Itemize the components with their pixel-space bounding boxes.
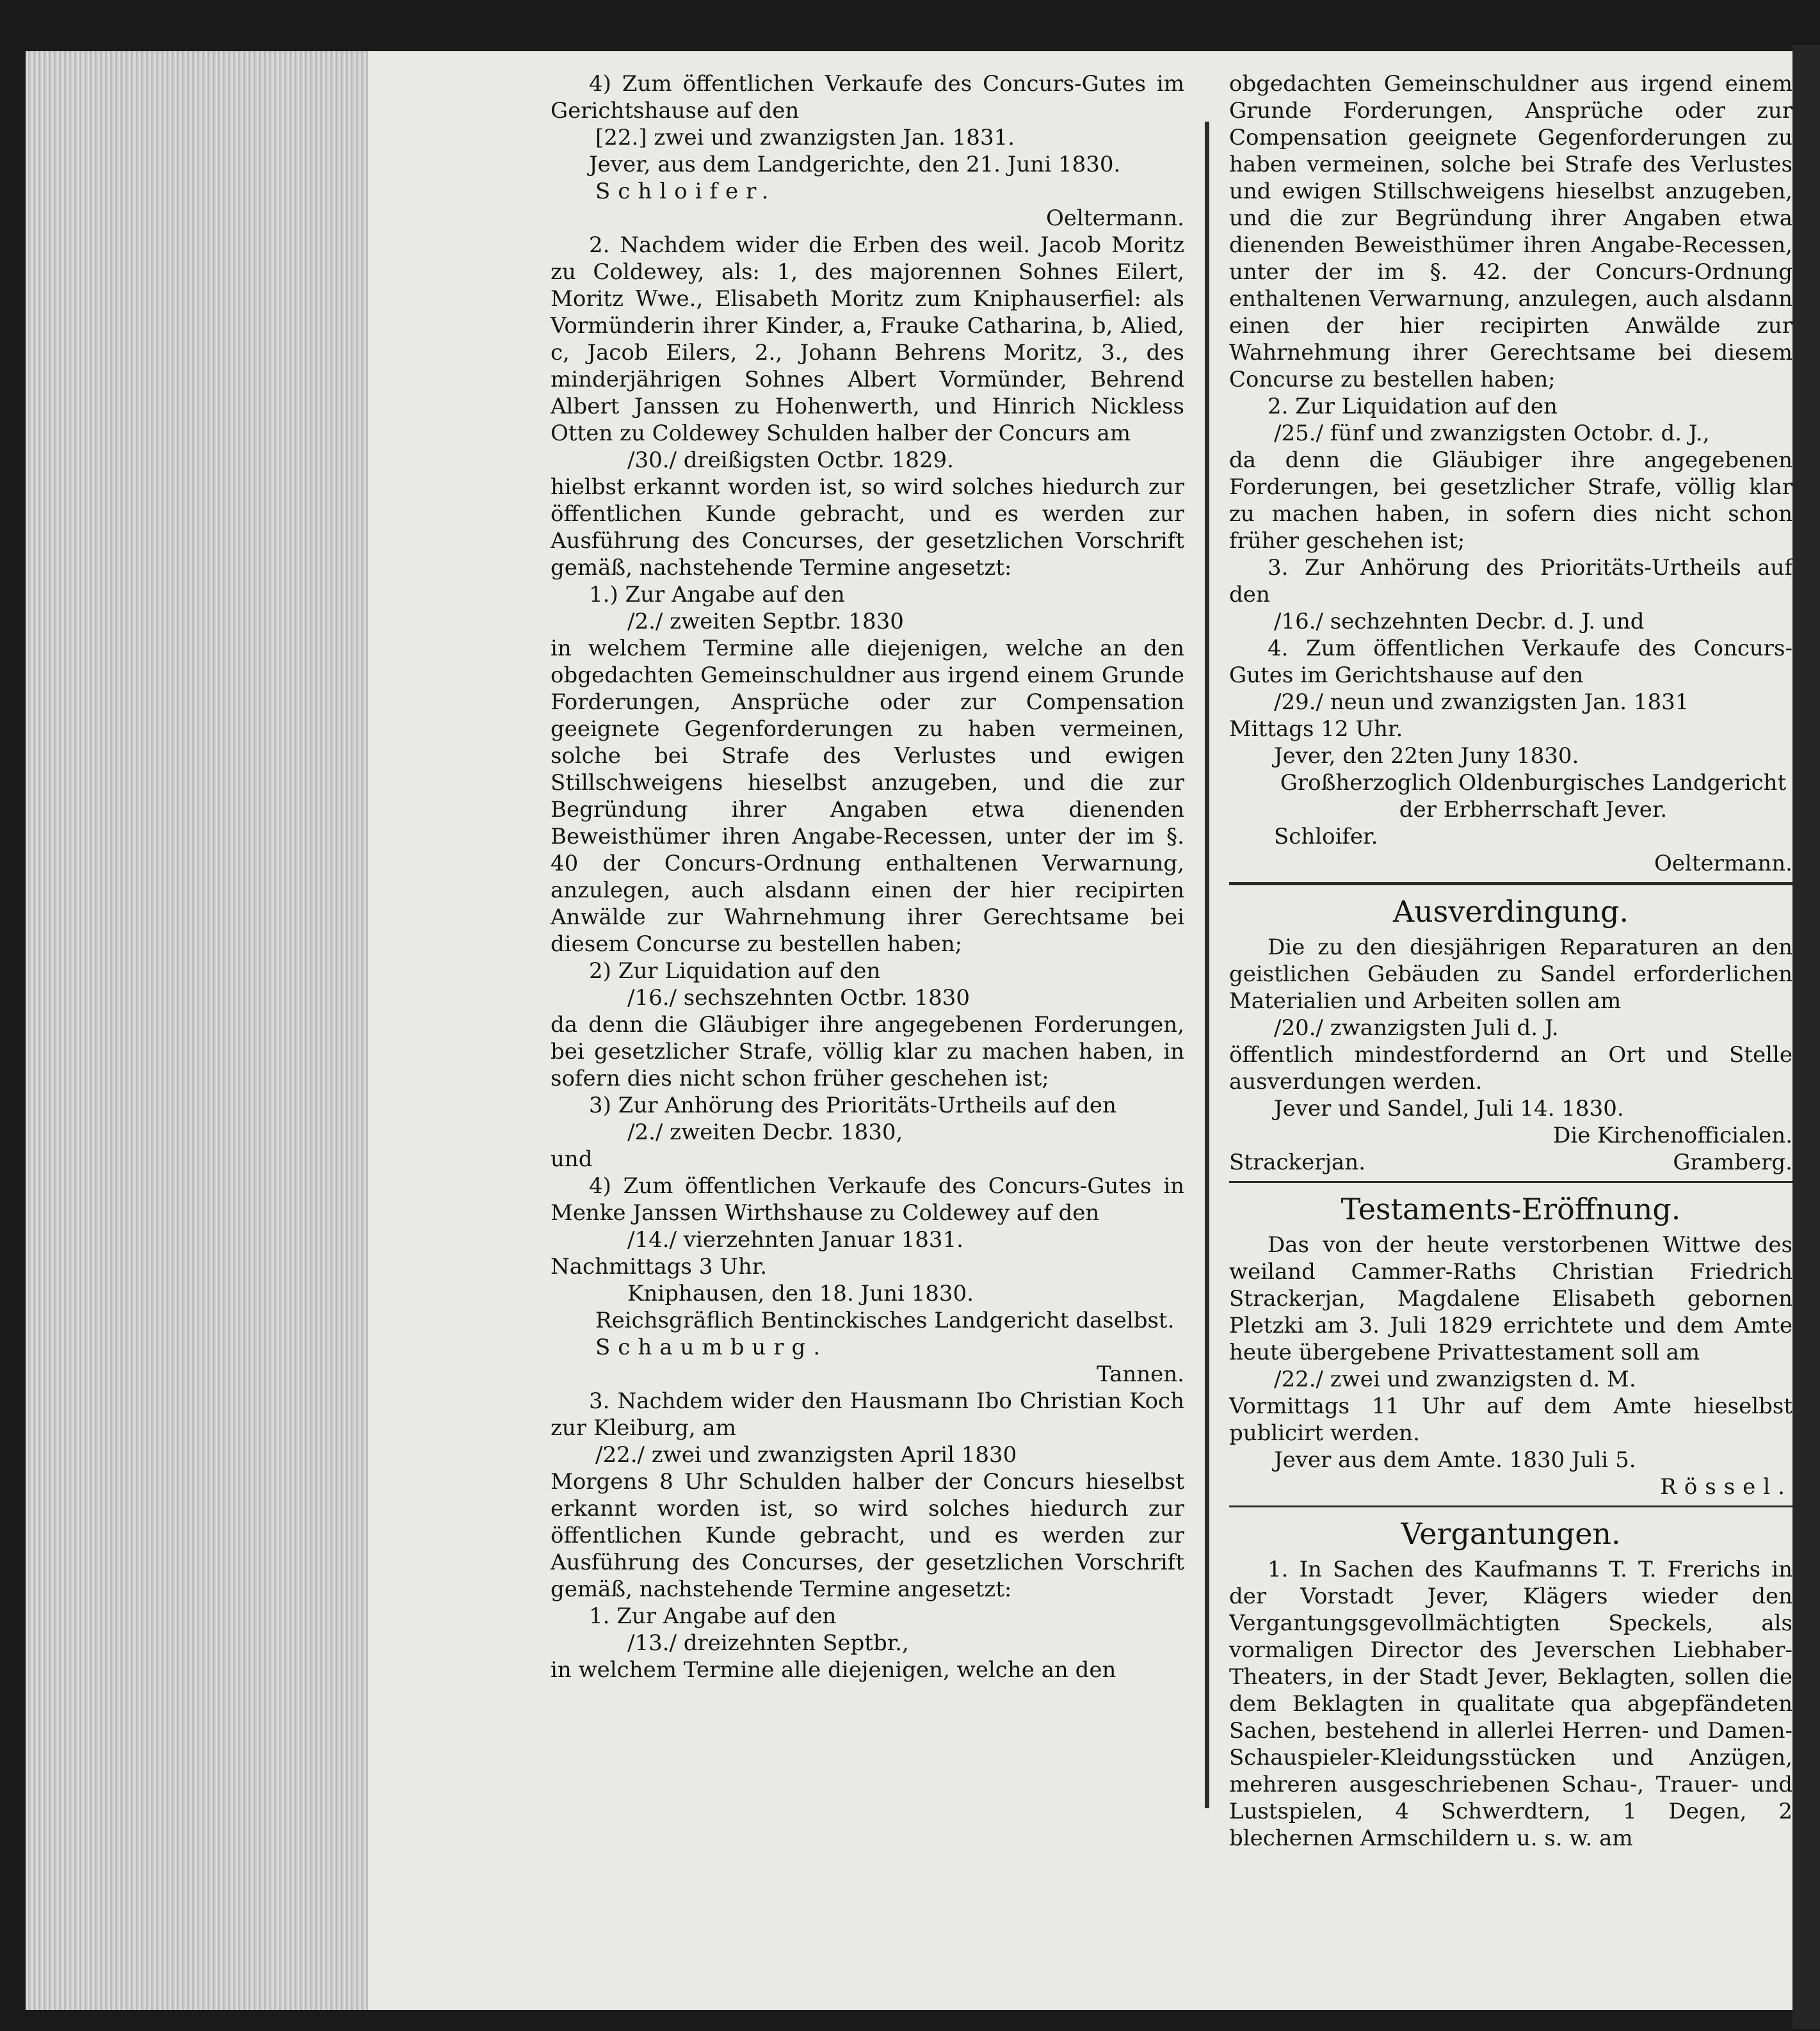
text-line: Mittags 12 Uhr. xyxy=(1229,716,1403,742)
text-line: /14./ vierzehnten Januar 1831. xyxy=(627,1227,963,1253)
text-line: 3. Nachdem wider den Hausmann Ibo Christian Koch zur Kleiburg, am xyxy=(551,1388,1184,1441)
text-line: Das von der heute verstorbenen Wittwe des weiland Cammer-Raths Christian Friedrich Strackerjan, Magdalene Elisabeth gebornen Pletzki am 3. Juli 1829 errichtete und dem Amte heute übergebene Privattestament soll am xyxy=(1229,1232,1792,1365)
text-line: 1. Zur Angabe auf den xyxy=(589,1603,837,1629)
text-line: Vormittags 11 Uhr auf dem Amte hieselbst publicirt werden. xyxy=(1229,1393,1792,1446)
text-line: 4) Zum öffentlichen Verkaufe des Concurs-Gutes im Gerichtshause auf den xyxy=(551,71,1184,124)
text-line: da denn die Gläubiger ihre angegebenen Forderungen, bei gesetzlicher Strafe, völlig klar zu machen haben, in sofern dies nicht schon früher geschehen ist; xyxy=(551,1012,1184,1091)
section-rule xyxy=(1229,1181,1792,1183)
text-line: Jever und Sandel, Juli 14. 1830. xyxy=(1274,1096,1624,1121)
left-column xyxy=(551,70,1184,1683)
text-line: 2) Zur Liquidation auf den xyxy=(589,958,881,984)
text-line: obgedachten Gemeinschuldner aus irgend einem Grunde Forderungen, Ansprüche oder zur Compensation geeignete Gegenforderungen zu haben vermeinen, solche bei Strafe des Verlustes und ewigen Stillschweigens hieselbst anzugeben, und die zur Begründung ihrer Angaben etwa dienenden Beweisthümer ihren Angabe-Recessen, unter der im §. 42. der Concurs-Ordnung enthaltenen Verwarnung, anzulegen, auch alsdann einen der hier recipirten Anwälde zur Wahrnehmung ihrer Gerechtsame bei diesem Concurse zu bestellen haben; xyxy=(1229,71,1792,392)
section-rule xyxy=(1229,882,1792,885)
text-line: 4. Zum öffentlichen Verkaufe des Concurs-Gutes im Gerichtshause auf den xyxy=(1229,636,1792,688)
text-line: /30./ dreißigsten Octbr. 1829. xyxy=(627,447,954,473)
text-line: Schloifer. xyxy=(1274,824,1378,849)
text-line: Schloifer. xyxy=(595,179,777,204)
text-line: 2. Zur Liquidation auf den xyxy=(1268,394,1558,419)
text-line: Oeltermann. xyxy=(1045,205,1184,231)
text-line: /16./ sechzehnten Decbr. d. J. und xyxy=(1274,609,1645,634)
text-line: Die Kirchenofficialen. xyxy=(1553,1123,1792,1148)
text-line: Die zu den diesjährigen Reparaturen an den geistlichen Gebäuden zu Sandel erforderlichen Materialien und Arbeiten sollen am xyxy=(1229,935,1792,1014)
text-line: /16./ sechszehnten Octbr. 1830 xyxy=(627,985,970,1011)
signature: Strackerjan. xyxy=(1229,1150,1366,1175)
text-line: da denn die Gläubiger ihre angegebenen Forderungen, bei gesetzlicher Strafe, völlig klar zu machen haben, in sofern dies nicht schon früher geschehen ist; xyxy=(1229,447,1792,554)
signature: Gramberg. xyxy=(1673,1150,1792,1175)
text-line: in welchem Termine alle diejenigen, welche an den xyxy=(551,1657,1116,1683)
text-line: Morgens 8 Uhr Schulden halber der Concurs hieselbst erkannt worden ist, so wird solches hiedurch zur öffentlichen Kunde gebracht, und es werden zur Ausführung des Concurses, der gesetzlichen Vorschrift gemäß, nachstehende Termine angesetzt: xyxy=(551,1469,1184,1602)
text-line: /29./ neun und zwanzigsten Jan. 1831 xyxy=(1274,689,1689,715)
text-line: Tannen. xyxy=(1097,1361,1184,1387)
text-line: und xyxy=(551,1146,593,1172)
section-rule xyxy=(1229,1505,1792,1507)
section-heading: Vergantungen. xyxy=(1401,1516,1621,1551)
text-line: Reichsgräflich Bentinckisches Landgericht daselbst. xyxy=(595,1308,1175,1333)
section-heading: Testaments-Eröffnung. xyxy=(1341,1192,1681,1226)
text-line: /2./ zweiten Decbr. 1830, xyxy=(627,1120,903,1145)
text-line: /22./ zwei und zwanzigsten d. M. xyxy=(1274,1367,1636,1392)
text-line: öffentlich mindestfordernd an Ort und Stelle ausverdungen werden. xyxy=(1229,1042,1792,1095)
text-line: in welchem Termine alle diejenigen, welche an den obgedachten Gemeinschuldner aus irgend einem Grunde Forderungen, Ansprüche oder zur Compensation geeignete Gegenforderungen zu haben vermeinen, solche bei Strafe des Verlustes und ewigen Stillschweigens hieselbst anzugeben, und die zur Begründung ihrer Angaben etwa dienenden Beweisthümer ihren Angabe-Recessen, unter der im §. 40 der Concurs-Ordnung enthaltenen Verwarnung, anzulegen, auch alsdann einen der hier recipirten Anwälde zur Wahrnehmung ihrer Gerechtsame bei diesem Concurse zu bestellen haben; xyxy=(551,636,1184,957)
text-line: Jever, den 22ten Juny 1830. xyxy=(1274,743,1579,769)
text-line: Kniphausen, den 18. Juni 1830. xyxy=(627,1281,974,1306)
right-column xyxy=(1229,70,1792,1852)
text-line: 2. Nachdem wider die Erben des weil. Jacob Moritz zu Coldewey, als: 1, des majorennen Sohnes Eilert, Moritz Wwe., Elisabeth Moritz zum Kniphauserfiel: als Vormünderin ihrer Kinder, a, Frauke Catharina, b, Alied, c, Jacob Eilers, 2., Johann Behrens Moritz, 3., des minderjährigen Sohnes Albert Vormünder, Behrend Albert Janssen zu Hohenwerth, und Hinrich Nickless Otten zu Coldewey Schulden halber der Concurs am xyxy=(551,232,1184,446)
text-line: 3. Zur Anhörung des Prioritäts-Urtheils auf den xyxy=(1229,555,1792,607)
section-heading: Ausverdingung. xyxy=(1392,894,1629,929)
text-line: [22.] zwei und zwanzigsten Jan. 1831. xyxy=(595,125,1015,150)
text-line: /25./ fünf und zwanzigsten Octobr. d. J., xyxy=(1274,421,1710,446)
text-line: /13./ dreizehnten Septbr., xyxy=(627,1630,909,1656)
page-right-edge xyxy=(1792,45,1820,2029)
column-divider xyxy=(1205,122,1209,1808)
text-line: 1.) Zur Angabe auf den xyxy=(589,582,845,607)
text-line: Großherzoglich Oldenburgisches Landgericht der Erbherrschaft Jever. xyxy=(1280,770,1787,823)
page-edges xyxy=(26,51,371,2010)
text-line: Schaumburg. xyxy=(595,1335,828,1360)
text-line: Oeltermann. xyxy=(1654,851,1792,876)
text-line: 3) Zur Anhörung des Prioritäts-Urtheils auf den xyxy=(589,1093,1116,1118)
text-line: Nachmittags 3 Uhr. xyxy=(551,1254,768,1280)
text-line: hielbst erkannt worden ist, so wird solches hiedurch zur öffentlichen Kunde gebracht, und es werden zur Ausführung des Concurses, der gesetzlichen Vorschrift gemäß, nachstehende Termine angesetzt: xyxy=(551,474,1184,581)
text-line: /20./ zwanzigsten Juli d. J. xyxy=(1274,1015,1559,1041)
text-line: 4) Zum öffentlichen Verkaufe des Concurs-Gutes in Menke Janssen Wirthshause zu Coldewey auf den xyxy=(551,1173,1184,1226)
text-line: 1. In Sachen des Kaufmanns T. T. Frerichs in der Vorstadt Jever, Klägers wieder den Vergantungsgevollmächtigten Speckels, als vormaligen Director des Jeverschen Liebhaber-Theaters, in der Stadt Jever, Beklagten, sollen die dem Beklagten in qualitate qua abgepfändeten Sachen, bestehend in allerlei Herren- und Damen-Schauspieler-Kleidungsstücken und Anzügen, mehreren ausgeschriebenen Schau-, Trauer- und Lustspielen, 4 Schwerdtern, 1 Degen, 2 blechernen Armschildern u. s. w. am xyxy=(1229,1557,1792,1851)
text-line: Rössel. xyxy=(1660,1474,1792,1500)
text-line: Jever, aus dem Landgerichte, den 21. Juni 1830. xyxy=(589,152,1121,177)
text-line: Jever aus dem Amte. 1830 Juli 5. xyxy=(1274,1447,1636,1473)
text-line: /22./ zwei und zwanzigsten April 1830 xyxy=(595,1442,1017,1468)
text-line: /2./ zweiten Septbr. 1830 xyxy=(627,609,904,634)
signature-row xyxy=(1229,1149,1792,1176)
